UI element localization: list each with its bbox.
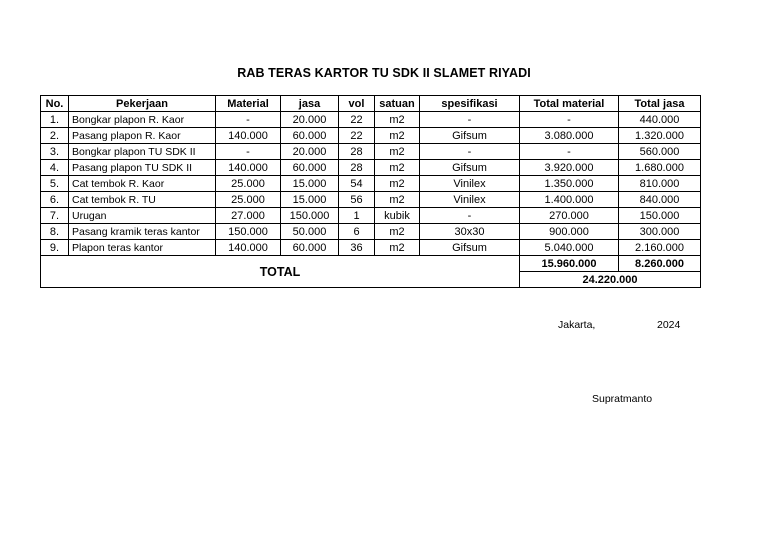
cell-spesifikasi: Gifsum <box>420 240 520 256</box>
cell-pekerjaan: Pasang kramik teras kantor <box>69 224 216 240</box>
cell-no: 3. <box>41 144 69 160</box>
table-row <box>41 112 701 128</box>
cell-jasa: 60.000 <box>281 128 339 144</box>
total-jasa-value: 8.260.000 <box>619 256 701 272</box>
cell-jasa: 20.000 <box>281 112 339 128</box>
cell-total-material: 5.040.000 <box>520 240 619 256</box>
cell-vol: 6 <box>339 224 375 240</box>
cell-jasa: 20.000 <box>281 144 339 160</box>
document-title: RAB TERAS KARTOR TU SDK II SLAMET RIYADI <box>237 66 531 80</box>
header-pekerjaan: Pekerjaan <box>69 96 216 112</box>
cell-vol: 54 <box>339 176 375 192</box>
header-satuan: satuan <box>375 96 420 112</box>
cell-no: 8. <box>41 224 69 240</box>
header-no: No. <box>41 96 69 112</box>
cell-pekerjaan: Pasang plapon TU SDK II <box>69 160 216 176</box>
cell-total-material: 3.080.000 <box>520 128 619 144</box>
cell-spesifikasi: - <box>420 208 520 224</box>
cell-spesifikasi: Vinilex <box>420 176 520 192</box>
cell-pekerjaan: Plapon teras kantor <box>69 240 216 256</box>
signature-name: Supratmanto <box>592 393 653 405</box>
cell-pekerjaan: Pasang plapon R. Kaor <box>69 128 216 144</box>
cell-pekerjaan: Bongkar plapon R. Kaor <box>69 112 216 128</box>
cell-material: - <box>216 112 281 128</box>
cell-total-jasa: 560.000 <box>619 144 701 160</box>
cell-satuan: m2 <box>375 224 420 240</box>
cell-no: 5. <box>41 176 69 192</box>
table-row <box>41 192 701 208</box>
cell-material: 150.000 <box>216 224 281 240</box>
signature-year: 2024 <box>657 319 681 331</box>
subtotal-row <box>41 256 701 272</box>
cell-total-jasa: 810.000 <box>619 176 701 192</box>
cell-total-material: 1.400.000 <box>520 192 619 208</box>
cell-total-jasa: 300.000 <box>619 224 701 240</box>
cell-satuan: m2 <box>375 160 420 176</box>
cell-vol: 28 <box>339 144 375 160</box>
cell-material: 27.000 <box>216 208 281 224</box>
cell-total-material: - <box>520 112 619 128</box>
cell-vol: 22 <box>339 112 375 128</box>
cell-satuan: m2 <box>375 128 420 144</box>
cell-spesifikasi: 30x30 <box>420 224 520 240</box>
cell-pekerjaan: Cat tembok R. TU <box>69 192 216 208</box>
cell-material: 25.000 <box>216 176 281 192</box>
cell-vol: 28 <box>339 160 375 176</box>
cell-spesifikasi: - <box>420 144 520 160</box>
table-row <box>41 176 701 192</box>
cell-vol: 22 <box>339 128 375 144</box>
cell-jasa: 50.000 <box>281 224 339 240</box>
cell-spesifikasi: Gifsum <box>420 160 520 176</box>
cell-pekerjaan: Urugan <box>69 208 216 224</box>
cell-no: 4. <box>41 160 69 176</box>
cell-no: 2. <box>41 128 69 144</box>
rab-table <box>40 95 701 288</box>
cell-jasa: 15.000 <box>281 176 339 192</box>
cell-spesifikasi: Vinilex <box>420 192 520 208</box>
cell-spesifikasi: Gifsum <box>420 128 520 144</box>
header-total-jasa: Total jasa <box>619 96 701 112</box>
cell-total-jasa: 1.320.000 <box>619 128 701 144</box>
cell-no: 7. <box>41 208 69 224</box>
table-row <box>41 160 701 176</box>
cell-jasa: 60.000 <box>281 160 339 176</box>
cell-satuan: m2 <box>375 112 420 128</box>
cell-satuan: m2 <box>375 176 420 192</box>
header-vol: vol <box>339 96 375 112</box>
cell-satuan: kubik <box>375 208 420 224</box>
cell-total-jasa: 840.000 <box>619 192 701 208</box>
cell-pekerjaan: Cat tembok R. Kaor <box>69 176 216 192</box>
header-total-material: Total material <box>520 96 619 112</box>
cell-vol: 36 <box>339 240 375 256</box>
cell-jasa: 15.000 <box>281 192 339 208</box>
cell-total-material: 270.000 <box>520 208 619 224</box>
cell-spesifikasi: - <box>420 112 520 128</box>
cell-total-jasa: 1.680.000 <box>619 160 701 176</box>
cell-pekerjaan: Bongkar plapon TU SDK II <box>69 144 216 160</box>
signature-place: Jakarta, <box>558 319 596 331</box>
cell-material: 25.000 <box>216 192 281 208</box>
grand-total-value: 24.220.000 <box>520 272 701 288</box>
cell-jasa: 150.000 <box>281 208 339 224</box>
total-material-value: 15.960.000 <box>520 256 619 272</box>
table-row <box>41 224 701 240</box>
cell-material: - <box>216 144 281 160</box>
cell-no: 9. <box>41 240 69 256</box>
cell-total-material: 3.920.000 <box>520 160 619 176</box>
cell-total-jasa: 2.160.000 <box>619 240 701 256</box>
table-row <box>41 128 701 144</box>
cell-satuan: m2 <box>375 240 420 256</box>
total-label: TOTAL <box>41 256 520 288</box>
table-row <box>41 240 701 256</box>
cell-satuan: m2 <box>375 192 420 208</box>
cell-total-jasa: 440.000 <box>619 112 701 128</box>
cell-total-material: 900.000 <box>520 224 619 240</box>
table-row <box>41 144 701 160</box>
cell-jasa: 60.000 <box>281 240 339 256</box>
cell-satuan: m2 <box>375 144 420 160</box>
cell-material: 140.000 <box>216 160 281 176</box>
cell-total-material: 1.350.000 <box>520 176 619 192</box>
header-material: Material <box>216 96 281 112</box>
cell-no: 6. <box>41 192 69 208</box>
cell-vol: 1 <box>339 208 375 224</box>
cell-material: 140.000 <box>216 240 281 256</box>
header-jasa: jasa <box>281 96 339 112</box>
cell-total-jasa: 150.000 <box>619 208 701 224</box>
cell-total-material: - <box>520 144 619 160</box>
header-spesifikasi: spesifikasi <box>420 96 520 112</box>
cell-material: 140.000 <box>216 128 281 144</box>
cell-vol: 56 <box>339 192 375 208</box>
table-row <box>41 208 701 224</box>
table-header-row <box>41 96 701 112</box>
cell-no: 1. <box>41 112 69 128</box>
